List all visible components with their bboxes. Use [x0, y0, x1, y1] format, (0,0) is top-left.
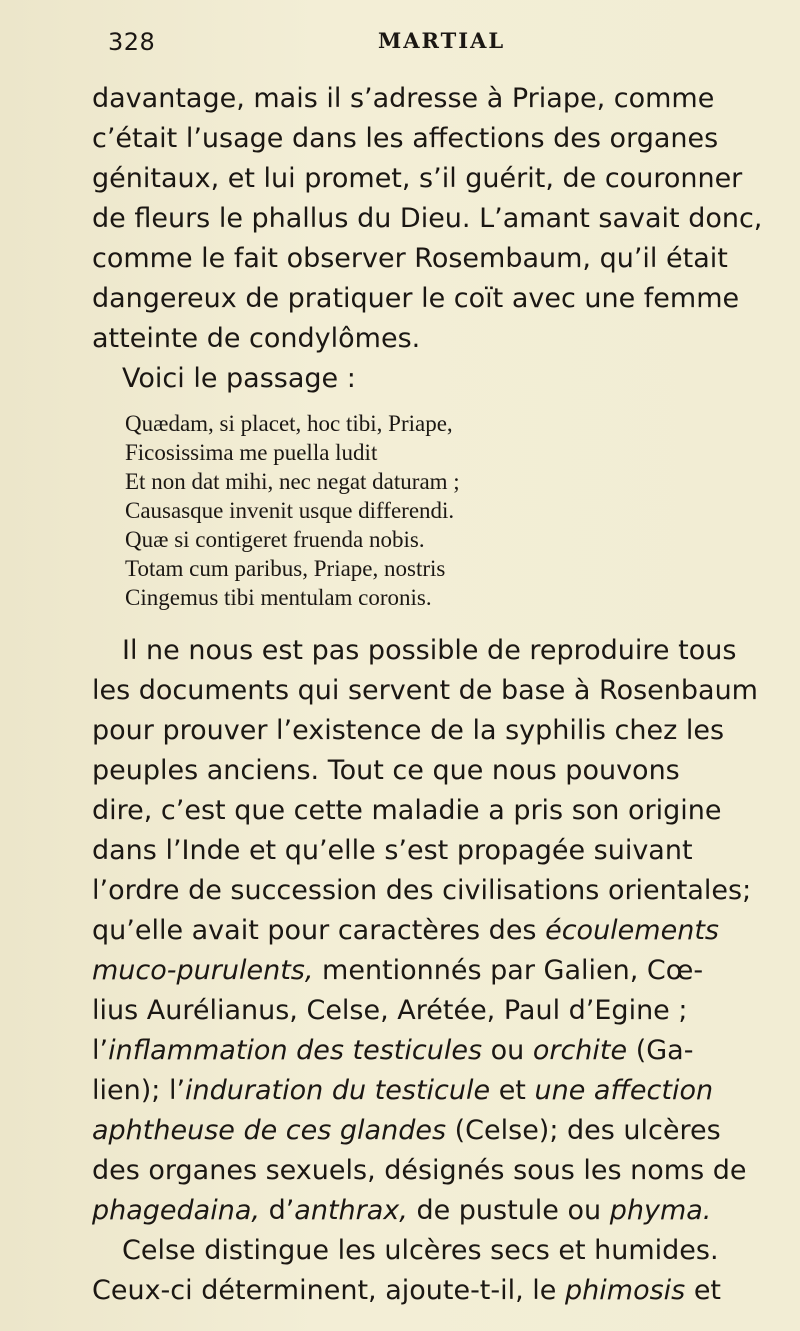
- text-line: Il ne nous est pas possible de reproduire tous: [122, 635, 737, 666]
- italic-term: écoulements: [545, 915, 719, 946]
- verse-line: Ficosissima me puella ludit: [125, 440, 378, 465]
- italic-term: une affection: [534, 1075, 714, 1106]
- text-line: [92, 1111, 721, 1151]
- text-line: pour prouver l’existence de la syphilis chez les: [92, 715, 725, 746]
- text-line: lius Aurélianus, Celse, Arétée, Paul d’Egine ;: [92, 995, 688, 1026]
- italic-term: inflammation des testicules: [108, 1035, 483, 1066]
- verse-line: Cingemus tibi mentulam coronis.: [125, 585, 432, 610]
- verse-line: Causasque invenit usque differendi.: [125, 498, 455, 523]
- verse-line: Et non dat mihi, nec negat daturam ;: [125, 469, 460, 494]
- text-line: davantage, mais il s’adresse à Priape, comme: [92, 83, 715, 114]
- verse-line: Quædam, si placet, hoc tibi, Priape,: [125, 411, 453, 436]
- text-run: qu’elle avait pour caractères des: [92, 915, 546, 946]
- italic-term: muco-purulents,: [92, 955, 314, 986]
- verse-line: Totam cum paribus, Priape, nostris: [125, 556, 446, 581]
- text-run: Ceux-ci déterminent, ajoute-t-il, le: [92, 1275, 566, 1306]
- italic-term: phimosis: [565, 1275, 686, 1306]
- text-line: des organes sexuels, désignés sous les noms de: [92, 1155, 747, 1186]
- text-run: mentionnés par Galien, Cœ-: [313, 955, 704, 986]
- text-line: [92, 1191, 711, 1231]
- text-line: [92, 1071, 713, 1111]
- italic-term: anthrax,: [294, 1195, 408, 1226]
- text-line: comme le fait observer Rosembaum, qu’il était: [92, 243, 728, 274]
- text-run: et: [490, 1075, 535, 1106]
- text-line: dans l’Inde et qu’elle s’est propagée suivant: [92, 835, 693, 866]
- page-number: 328: [108, 28, 156, 56]
- italic-term: induration du testicule: [185, 1075, 491, 1106]
- text-line: [92, 1271, 721, 1311]
- text-line: [92, 911, 719, 951]
- running-title: MARTIAL: [378, 28, 506, 53]
- text-line: atteinte de condylômes.: [92, 323, 421, 354]
- text-run: ou: [482, 1035, 533, 1066]
- text-line: l’ordre de succession des civilisations orientales;: [92, 875, 752, 906]
- text-line: Voici le passage :: [122, 363, 356, 394]
- text-line: [92, 951, 703, 991]
- text-run: et: [685, 1275, 722, 1306]
- italic-term: aphtheuse de ces glandes: [92, 1115, 447, 1146]
- italic-term: phyma.: [609, 1195, 712, 1226]
- text-line: génitaux, et lui promet, s’il guérit, de couronner: [92, 163, 743, 194]
- text-run: de pustule ou: [407, 1195, 610, 1226]
- text-run: d’: [259, 1195, 295, 1226]
- italic-term: orchite: [532, 1035, 628, 1066]
- text-line: dire, c’est que cette maladie a pris son origine: [92, 795, 722, 826]
- text-line: les documents qui servent de base à Rosenbaum: [92, 675, 758, 706]
- text-run: (Ga-: [627, 1035, 694, 1066]
- text-line: Celse distingue les ulcères secs et humides.: [122, 1235, 719, 1266]
- italic-term: phagedaina,: [92, 1195, 260, 1226]
- text-line: c’était l’usage dans les affections des organes: [92, 123, 719, 154]
- text-line: [92, 1031, 693, 1071]
- verse-line: Quæ si contigeret fruenda nobis.: [125, 527, 425, 552]
- text-run: l’: [92, 1035, 109, 1066]
- text-line: dangereux de pratiquer le coït avec une femme: [92, 283, 740, 314]
- text-run: (Celse); des ulcères: [446, 1115, 721, 1146]
- text-line: de fleurs le phallus du Dieu. L’amant savait donc,: [92, 203, 763, 234]
- text-run: lien); l’: [92, 1075, 186, 1106]
- text-line: peuples anciens. Tout ce que nous pouvons: [92, 755, 680, 786]
